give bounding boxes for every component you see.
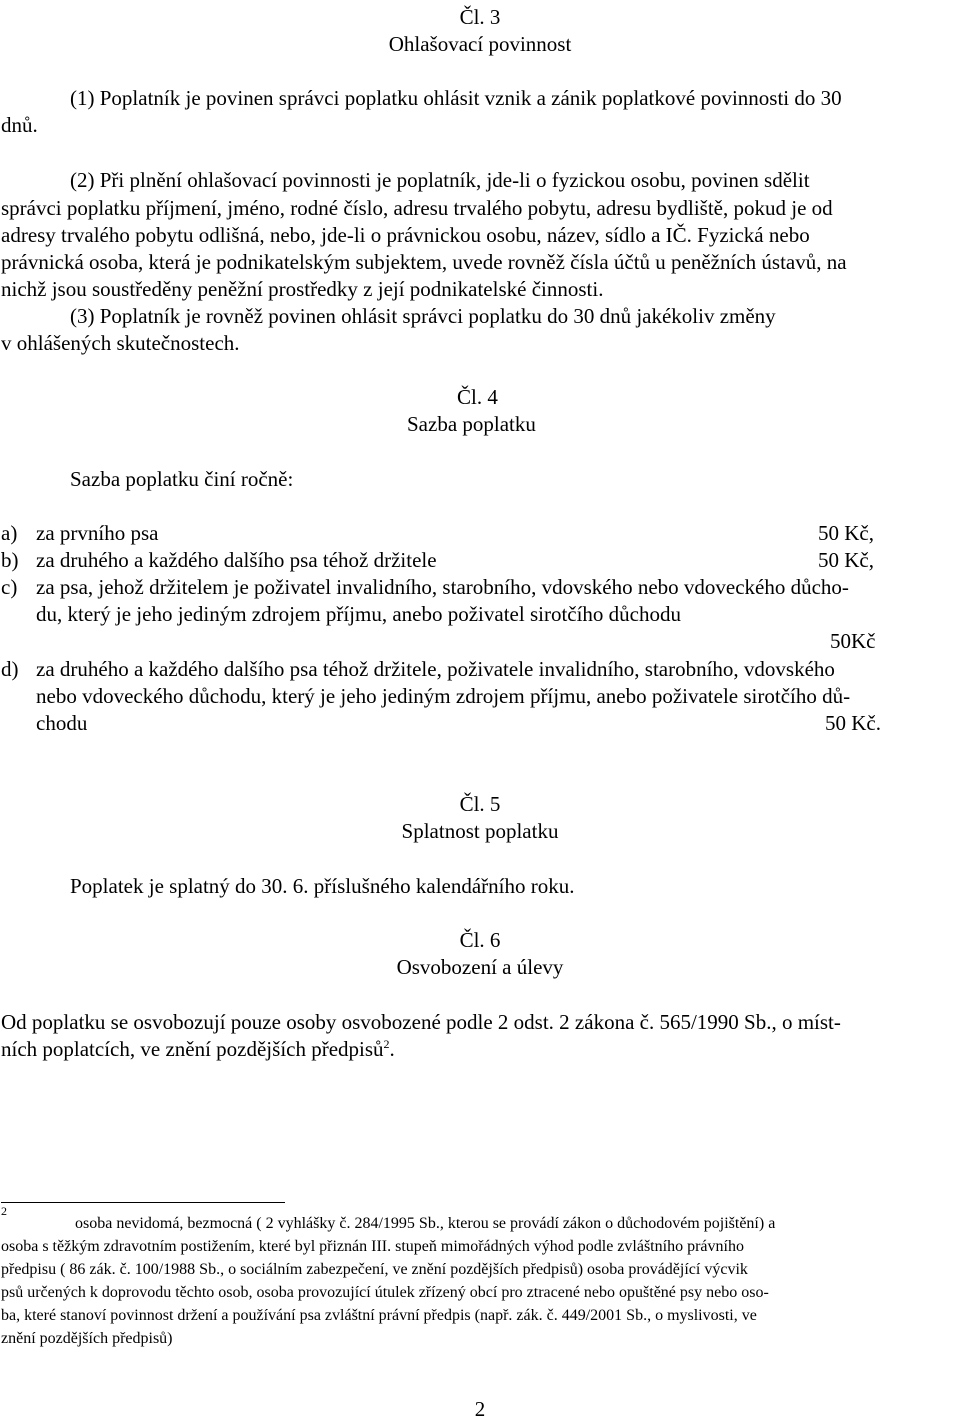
footnote-line: osoba nevidomá, bezmocná ( 2 vyhlášky č. 284/1995 Sb., kterou se provádí zákon o důchodovém pojištění) a <box>75 1215 776 1232</box>
rate-item-letter: a) <box>1 521 18 545</box>
rate-item-text: za psa, jehož držitelem je poživatel invalidního, starobního, vdovského nebo vdoveckého důcho- <box>36 575 849 599</box>
art3-heading: Čl. 3 <box>459 5 501 29</box>
art6-heading: Čl. 6 <box>459 928 501 952</box>
footnote-reference[interactable]: 2 <box>383 1037 390 1051</box>
art3-paragraph3-line2: v ohlášených skutečnostech. <box>1 331 240 355</box>
rate-item-letter: c) <box>1 575 18 599</box>
art3-paragraph2-line: právnická osoba, která je podnikatelským subjektem, uvede rovněž čísla účtů u peněžních ústavů, na <box>1 250 847 274</box>
footnote-line: psů určených k doprovodu těchto osob, osoba provozující útulek zřízený obcí pro ztracené nebo opuštěné psy nebo oso- <box>1 1284 769 1301</box>
rate-item-letter: d) <box>1 657 19 681</box>
art3-paragraph1-line1: (1) Poplatník je povinen správci poplatku ohlásit vznik a zánik poplatkové povinnosti do 30 <box>70 86 842 110</box>
rate-item-amount: 50Kč <box>830 629 876 653</box>
rate-item-text: za druhého a každého dalšího psa téhož držitele <box>36 548 437 572</box>
footnote-mark: 2 <box>1 1204 7 1218</box>
rate-item-text: nebo vdoveckého důchodu, který je jeho jediným zdrojem příjmu, anebo poživatele sirotčího dů- <box>36 684 851 708</box>
rate-item-amount: 50 Kč, <box>818 548 874 572</box>
art6-text-line1: Od poplatku se osvobozují pouze osoby osvobozené podle 2 odst. 2 zákona č. 565/1990 Sb., o míst- <box>1 1010 841 1034</box>
art5-title: Splatnost poplatku <box>401 819 559 843</box>
art3-paragraph3-line1: (3) Poplatník je rovněž povinen ohlásit správci poplatku do 30 dnů jakékoliv změny <box>70 304 776 328</box>
art3-paragraph2-line: správci poplatku příjmení, jméno, rodné číslo, adresu trvalého pobytu, adresu bydliště, pokud je od <box>1 196 833 220</box>
rate-item-amount: 50 Kč, <box>818 521 874 545</box>
art3-paragraph2-line: nichž jsou soustředěny peněžní prostředky z její podnikatelské činnosti. <box>1 277 604 301</box>
art3-paragraph2-line: (2) Při plnění ohlašovací povinnosti je poplatník, jde-li o fyzickou osobu, povinen sdělit <box>70 168 810 192</box>
art4-title: Sazba poplatku <box>407 412 536 436</box>
art3-title: Ohlašovací povinnost <box>388 32 572 56</box>
rate-item-text: za prvního psa <box>36 521 159 545</box>
art5-heading: Čl. 5 <box>459 792 501 816</box>
page-number: 2 <box>474 1397 486 1421</box>
footnote-line: znění pozdějších předpisů) <box>1 1330 173 1347</box>
art3-paragraph2-line: adresy trvalého pobytu odlišná, nebo, jde-li o právnickou osobu, název, sídlo a IČ. Fyzická nebo <box>1 223 810 247</box>
art6-title: Osvobození a úlevy <box>396 955 564 979</box>
rate-item-text: du, který je jeho jediným zdrojem příjmu, anebo poživatel sirotčího důchodu <box>36 602 682 626</box>
footnote-separator <box>1 1202 285 1203</box>
rate-item-amount: 50 Kč. <box>825 711 881 735</box>
footnote-line: ba, které stanoví povinnost držení a používání psa zvláštní právní předpis (např. zák. č. 449/2001 Sb., o myslivosti, ve <box>1 1307 757 1324</box>
art6-text-line2: ních poplatcích, ve znění pozdějších předpisů$^2$. <box>1 1037 395 1061</box>
art5-text: Poplatek je splatný do 30. 6. příslušného kalendářního roku. <box>70 874 575 898</box>
art3-paragraph1-line2: dnů. <box>1 113 38 137</box>
art4-intro: Sazba poplatku činí ročně: <box>70 467 294 491</box>
rate-item-letter: b) <box>1 548 19 572</box>
rate-item-text: za druhého a každého dalšího psa téhož držitele, poživatele invalidního, starobního, vdovského <box>36 657 835 681</box>
art4-heading: Čl. 4 <box>457 385 498 409</box>
footnote-line: předpisu ( 86 zák. č. 100/1988 Sb., o sociálním zabezpečení, ve znění pozdějších předpisů) osoba provádějící výcvik <box>1 1261 748 1278</box>
rate-item-text: chodu <box>36 711 88 735</box>
footnote-line: osoba s těžkým zdravotním postižením, které byl přiznán III. stupeň mimořádných výhod podle zvláštního právního <box>1 1238 744 1255</box>
